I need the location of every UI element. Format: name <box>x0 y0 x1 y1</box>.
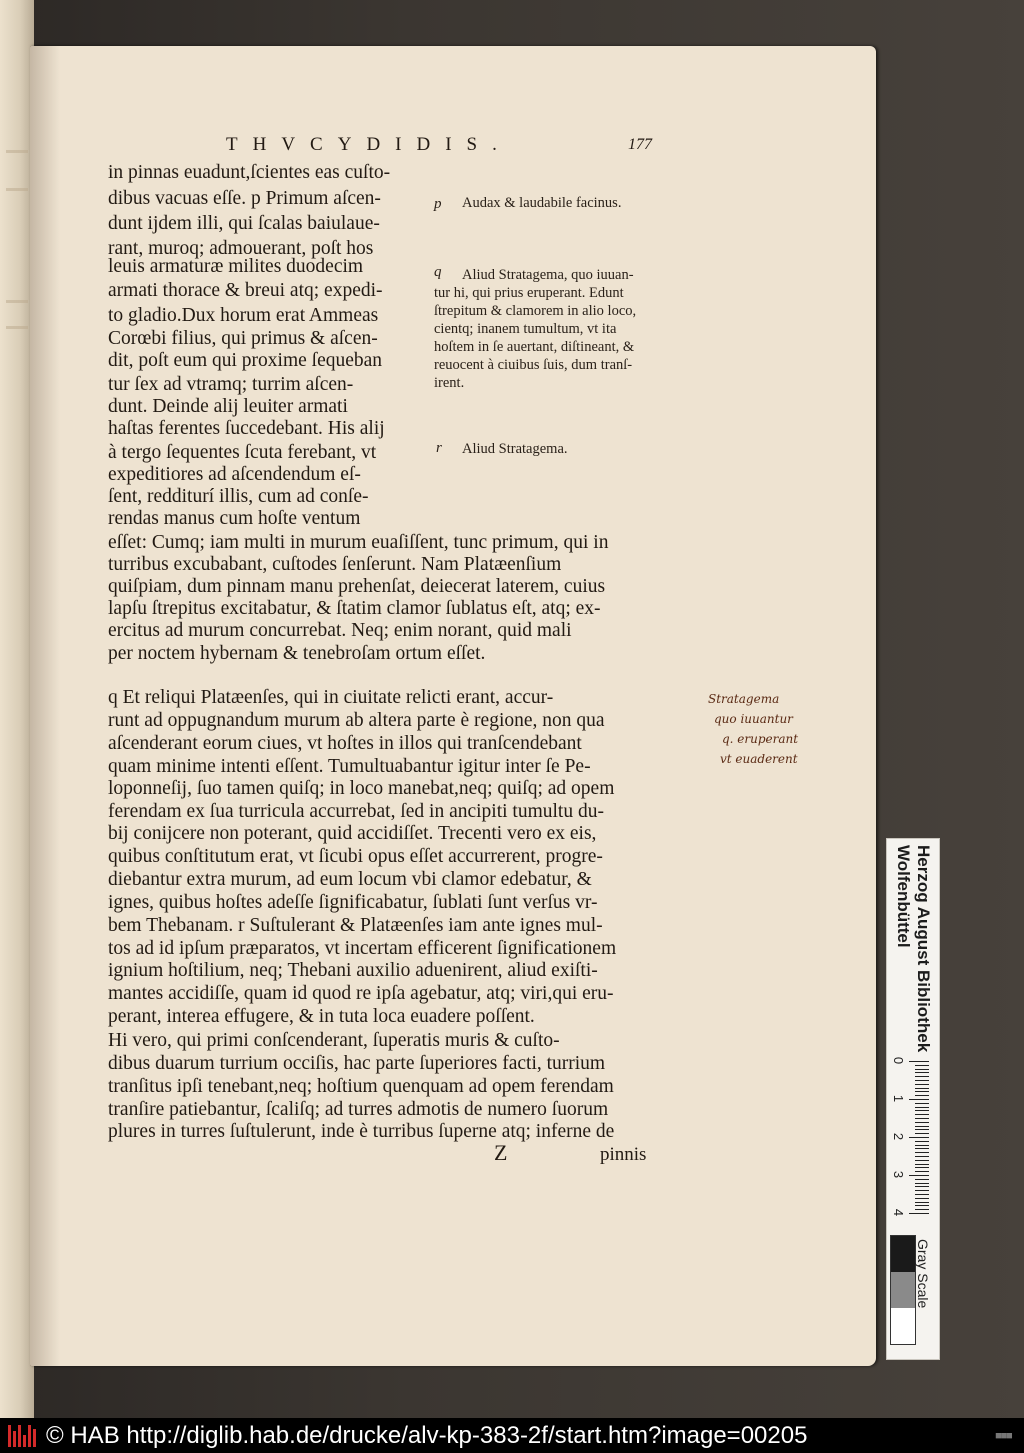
ruler <box>891 1053 933 1223</box>
body-line: tos ad id ipſum præparatos, vt incertam efficerent ſignificationem <box>108 938 617 959</box>
note-line: Aliud Stratagema, quo iuuan- <box>462 267 634 283</box>
note-line: hoſtem in ſe auertant, diſtineant, & <box>434 339 635 355</box>
footer-bar <box>0 1418 1024 1453</box>
body-line: to gladio.Dux horum erat Ammeas <box>108 305 379 326</box>
ruler-tick <box>915 1171 929 1172</box>
body-line: rendas manus cum hoſte ventum <box>108 508 361 529</box>
body-line: ignes, quibus hoſtes adeſſe ſignificabatur, ſublati ſunt verſus vr- <box>108 892 598 913</box>
ruler-tick <box>915 1198 929 1199</box>
ruler-tick <box>915 1156 929 1157</box>
ruler-tick <box>915 1122 929 1123</box>
body-line: lapſu ſtrepitus excitabatur, & ſtatim clamor ſublatus eſt, atq; ex- <box>108 598 601 619</box>
ruler-tick <box>915 1076 929 1077</box>
library-city: Wolfenbüttel <box>894 845 913 948</box>
body-line: in pinnas euadunt,ſcientes eas cuſto- <box>108 162 391 183</box>
ruler-tick <box>915 1186 929 1187</box>
ruler-tick <box>915 1095 929 1096</box>
hab-logo-icon <box>8 1425 36 1447</box>
body-line: eſſet: Cumq; iam multi in murum euaſiſſent, tunc primum, qui in <box>108 532 609 553</box>
body-line: plures in turres ſuſtulerunt, inde è turribus ſuperne atq; inferne de <box>108 1121 615 1142</box>
ruler-tick <box>909 1175 929 1176</box>
gray-swatch-dark <box>891 1236 915 1272</box>
footer-mark: ■■■ <box>995 1431 1012 1441</box>
body-line: ercitus ad murum concurrebat. Neq; enim norant, quid mali <box>108 620 572 641</box>
body-line: Corœbi filius, qui primus & aſcen- <box>108 328 378 349</box>
handwritten-line: vt euaderent <box>720 752 798 766</box>
ruler-tick <box>915 1129 929 1130</box>
gray-scale-label: Gray Scale <box>915 1239 931 1309</box>
body-line: ferendam ex ſua turricula accurrebat, ſed in ancipiti tumultu du- <box>108 801 604 822</box>
body-line: ſent, redditurí illis, cum ad conſe- <box>108 486 369 507</box>
ruler-tick <box>915 1069 929 1070</box>
body-line: haſtas ferentes ſuccedebant. His alij <box>108 418 385 439</box>
gray-swatch-light <box>891 1308 915 1344</box>
ruler-tick <box>915 1209 929 1210</box>
ruler-tick <box>915 1145 929 1146</box>
ruler-tick <box>915 1126 929 1127</box>
ruler-tick <box>915 1118 929 1119</box>
body-line: tranſitus ipſi tenebant,neq; hoſtium quenquam ad opem ferendam <box>108 1076 614 1097</box>
body-line: q Et reliqui Platæenſes, qui in ciuitate relicti erant, accur- <box>108 687 554 708</box>
body-line: dunt ijdem illi, qui ſcalas baiulaue- <box>108 213 380 234</box>
ruler-tick <box>915 1107 929 1108</box>
body-line: perant, interea effugere, & in tuta loca euadere poſſent. <box>108 1006 535 1027</box>
ruler-number: 0 <box>891 1056 907 1065</box>
handwritten-line: quo iuuantur <box>714 712 793 726</box>
ruler-tick <box>915 1205 929 1206</box>
note-line: Audax & laudabile facinus. <box>462 195 622 211</box>
folio-number: 177 <box>628 136 652 153</box>
note-line: Aliud Stratagema. <box>462 441 568 457</box>
ruler-tick <box>915 1110 929 1111</box>
ruler-tick <box>915 1088 929 1089</box>
note-line: tur hi, qui prius eruperant. Edunt <box>434 285 624 301</box>
scale-card <box>886 838 940 1360</box>
ruler-tick <box>915 1114 929 1115</box>
body-line: armati thorace & breui atq; expedi- <box>108 280 383 301</box>
body-line: per noctem hybernam & tenebroſam ortum eſſet. <box>108 643 486 664</box>
ruler-tick <box>915 1202 929 1203</box>
body-line: diebantur extra murum, ad eum locum vbi clamor edebatur, & <box>108 869 592 890</box>
ruler-number: 4 <box>891 1208 907 1217</box>
body-line: dit, poſt eum qui proxime ſequeban <box>108 350 383 371</box>
note-line: irent. <box>434 375 465 391</box>
body-line: aſcenderant eorum ciues, vt hoſtes in illos qui tranſcendebant <box>108 733 582 754</box>
ruler-tick <box>915 1167 929 1168</box>
body-line: à tergo ſequentes ſcuta ferebant, vt <box>108 442 377 463</box>
ruler-tick <box>915 1065 929 1066</box>
body-line: loponneſij, ſuo tamen quiſq; in loco manebat,neq; quiſq; ad opem <box>108 778 615 799</box>
ruler-tick <box>909 1061 929 1062</box>
ruler-tick <box>915 1190 929 1191</box>
body-line: bem Thebanam. r Suſtulerant & Platæenſes iam ante ignes mul- <box>108 915 603 936</box>
note-letter: p <box>434 196 442 212</box>
body-line: ignium hoſtilium, neq; Thebani auxilio aduenirent, aliud exiſti- <box>108 960 598 981</box>
body-line: mantes accidiſſe, quam id quod re ipſa agebatur, atq; viri,qui eru- <box>108 983 614 1004</box>
body-line: quibus conſtitutum erat, vt ſicubi opus eſſet accurrerent, progre- <box>108 846 603 867</box>
ruler-tick <box>909 1137 929 1138</box>
ruler-tick <box>915 1072 929 1073</box>
ruler-tick <box>915 1141 929 1142</box>
body-line: dibus duarum turrium occiſis, hac parte ſuperiores facti, turrium <box>108 1053 606 1074</box>
ruler-tick <box>909 1213 929 1214</box>
body-line: rant, muroq; admouerant, poſt hos <box>108 238 374 259</box>
ruler-tick <box>915 1091 929 1092</box>
body-line: turribus excubabant, cuſtodes ſenſerunt. Nam Platæenſium <box>108 554 562 575</box>
ruler-tick <box>915 1103 929 1104</box>
running-title: THVCYDIDIS. <box>226 134 512 155</box>
ruler-tick <box>915 1133 929 1134</box>
ruler-number: 1 <box>891 1094 907 1103</box>
gray-swatch-mid <box>891 1272 915 1308</box>
note-letter: q <box>434 264 442 280</box>
signature-mark: Z <box>494 1140 508 1165</box>
body-line: runt ad oppugnandum murum ab altera parte è regione, non qua <box>108 710 605 731</box>
catchword: pinnis <box>600 1144 647 1165</box>
library-name: Herzog August Bibliothek <box>914 845 933 1053</box>
gutter-shadow <box>30 46 60 1366</box>
ruler-number: 2 <box>891 1132 907 1141</box>
body-line: dunt. Deinde alij leuiter armati <box>108 396 348 417</box>
note-letter: r <box>436 440 442 456</box>
note-line: reuocent à ciuibus ſuis, dum tranſ- <box>434 357 633 373</box>
note-line: cientq; inanem tumultum, vt ita <box>434 321 617 337</box>
handwritten-line: Stratagema <box>708 692 780 706</box>
ruler-number: 3 <box>891 1170 907 1179</box>
ruler-tick <box>915 1148 929 1149</box>
copyright-link[interactable]: © HAB http://diglib.hab.de/drucke/alv-kp-383-2f/start.htm?image=00205 <box>46 1421 808 1449</box>
ruler-tick <box>915 1080 929 1081</box>
ruler-tick <box>915 1084 929 1085</box>
body-line: Hi vero, qui primi conſcenderant, ſuperatis muris & cuſto- <box>108 1030 560 1051</box>
ruler-tick <box>915 1152 929 1153</box>
ruler-tick <box>915 1179 929 1180</box>
body-line: tur ſex ad vtramq; turrim aſcen- <box>108 374 354 395</box>
facing-page-edge <box>0 0 34 1418</box>
ruler-tick <box>915 1194 929 1195</box>
body-line: dibus vacuas eſſe. p Primum aſcen- <box>108 188 381 209</box>
body-line: leuis armaturæ milites duodecim <box>108 256 364 277</box>
ruler-tick <box>915 1160 929 1161</box>
note-line: ſtrepitum & clamorem in alio loco, <box>434 303 637 319</box>
body-line: bij conijcere non poterant, quid accidiſſet. Trecenti vero ex eis, <box>108 823 597 844</box>
gray-scale-swatches <box>890 1235 916 1345</box>
body-line: expeditiores ad aſcendendum eſ- <box>108 464 361 485</box>
body-line: tranſire patiebantur, ſcaliſq; ad turres admotis de numero ſuorum <box>108 1099 609 1120</box>
handwritten-line: q. eruperant <box>722 732 799 746</box>
ruler-tick <box>915 1183 929 1184</box>
body-line: quiſpiam, dum pinnam manu prehenſat, deiecerat laterem, cuius <box>108 576 606 597</box>
ruler-tick <box>915 1164 929 1165</box>
ruler-tick <box>909 1099 929 1100</box>
body-line: quam minime intenti eſſent. Tumultuabantur igitur inter ſe Pe- <box>108 756 591 777</box>
